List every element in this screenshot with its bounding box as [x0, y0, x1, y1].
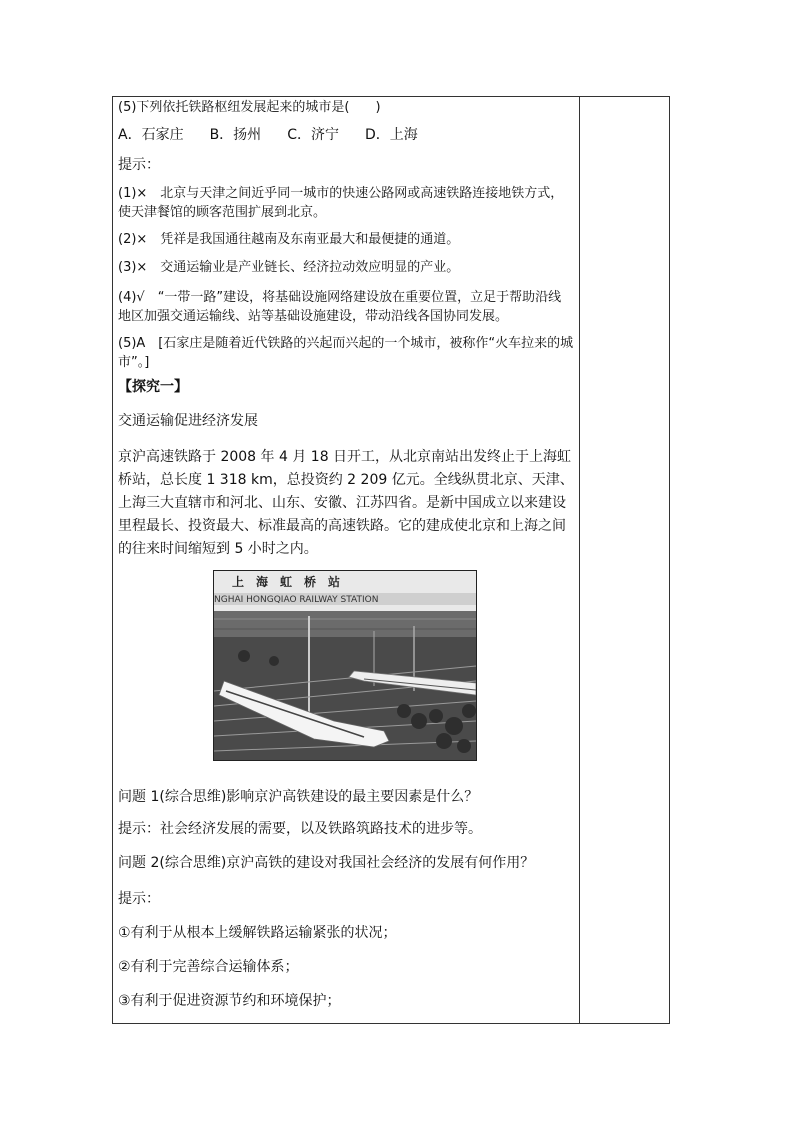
intro-paragraph: 京沪高速铁路于 2008 年 4 月 18 日开工，从北京南站出发终止于上海虹桥站，总长度 1 318 km，总投资约 2 209 亿元。全线纵贯北京、天津、上海三大直辖市和河北、山东、安徽、江苏四省。是新中国成立以来建设里程最长、投资最大、标准最高的高速铁路。它的建成使北京和上海之间的往来时间缩短到 5 小时之内。 — [118, 449, 574, 557]
answer-4: (4)√ “一带一路”建设，将基础设施网络建设放在重要位置，立足于帮助沿线地区加强交通运输线、站等基础设施建设，带动沿线各国协同发展。 — [118, 290, 562, 324]
answer-3: (3)× 交通运输业是产业链长、经济拉动效应明显的产业。 — [118, 260, 460, 275]
question-5: (5)下列依托铁路枢纽发展起来的城市是( ) — [118, 100, 381, 115]
question-1: 问题 1(综合思维)影响京沪高铁建设的最主要因素是什么？ — [118, 789, 479, 805]
answer-2: (2)× 凭祥是我国通往越南及东南亚最大和最便捷的通道。 — [118, 232, 460, 247]
table-column-divider — [579, 96, 580, 1024]
hint-2-item-1: ①有利于从根本上缓解铁路运输紧张的状况； — [118, 925, 397, 941]
station-sign-chinese: 上 海 虹 桥 站 — [232, 575, 341, 589]
topic-title: 交通运输促进经济发展 — [118, 413, 258, 429]
question-5-options — [118, 124, 574, 146]
station-sign-english: NGHAI HONGQIAO RAILWAY STATION — [214, 595, 379, 605]
hint-2-item-3: ③有利于促进资源节约和环境保护； — [118, 993, 341, 1009]
hint-label: 提示： — [118, 157, 160, 173]
option-b: B．扬州 — [209, 127, 262, 143]
answer-1: (1)× 北京与天津之间近乎同一城市的快速公路网或高速铁路连接地铁方式，使天津餐馆的顾客范围扩展到北京。 — [118, 186, 564, 220]
option-d: D．上海 — [364, 127, 418, 143]
option-a: A．石家庄 — [118, 127, 184, 143]
answer-1-hint: 提示：社会经济发展的需要，以及铁路筑路技术的进步等。 — [118, 821, 482, 837]
option-c: C．济宁 — [287, 127, 339, 143]
question-2: 问题 2(综合思维)京沪高铁的建设对我国社会经济的发展有何作用？ — [118, 855, 535, 871]
hint-2-item-2: ②有利于完善综合运输体系； — [118, 959, 299, 975]
answer-5: (5)A [石家庄是随着近代铁路的兴起而兴起的一个城市，被称作“火车拉来的城市”。] — [118, 336, 574, 370]
section-heading: 【探究一】 — [118, 379, 188, 395]
station-photo — [213, 570, 477, 761]
hint-2-label: 提示： — [118, 891, 160, 907]
